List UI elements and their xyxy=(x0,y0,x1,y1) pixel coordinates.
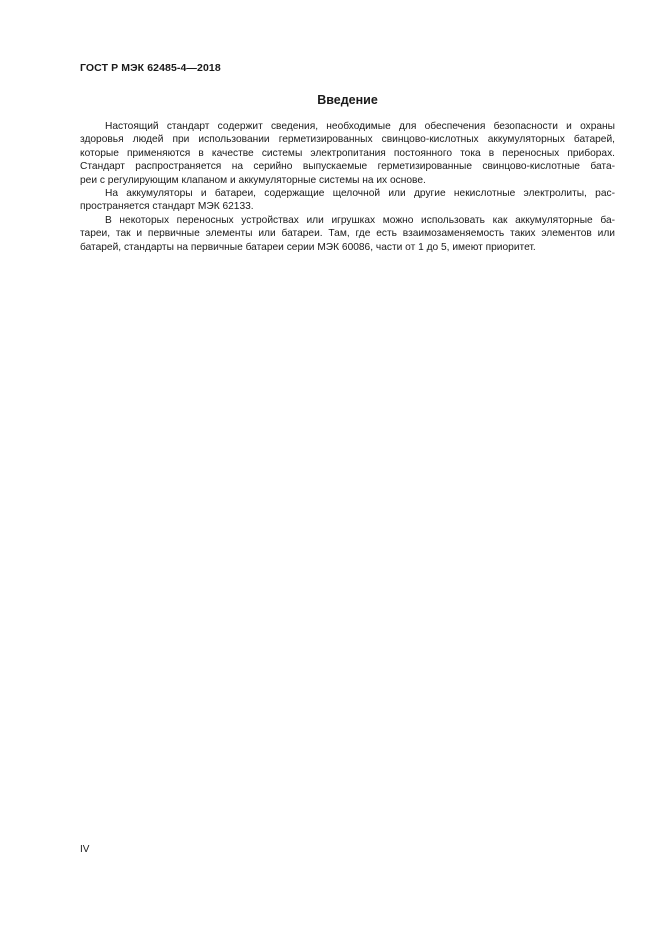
paragraph-line: тареи, так и первичные элементы или батареи. Там, где есть взаимозаменяемость таких элементов или xyxy=(80,228,615,240)
paragraph-line: батарей, стандарты на первичные батареи серии МЭК 60086, части от 1 до 5, имеют приоритет. xyxy=(80,241,536,253)
paragraph-line: Настоящий стандарт содержит сведения, необходимые для обеспечения безопасности и охраны xyxy=(105,121,615,132)
paragraph-line: На аккумуляторы и батареи, содержащие щелочной или другие некислотные электролиты, рас- xyxy=(105,187,615,199)
section-title: Введение xyxy=(317,93,378,107)
paragraph-line: В некоторых переносных устройствах или игрушках можно использовать как аккумуляторные ба- xyxy=(105,214,615,226)
paragraph-line: здоровья людей при использовании герметизированных свинцово-кислотных аккумуляторных батарей, xyxy=(80,134,615,146)
introduction-text xyxy=(80,120,615,254)
paragraph-line: реи с регулирующим клапаном и аккумуляторные системы на их основе. xyxy=(80,174,426,186)
paragraph-line: Стандарт распространяется на серийно выпускаемые герметизированные свинцово-кислотные бата- xyxy=(80,161,615,173)
page-number: IV xyxy=(80,844,90,855)
paragraph-line: которые применяются в качестве системы электропитания постоянного тока в переносных приборах. xyxy=(80,147,615,159)
paragraph-line: пространяется стандарт МЭК 62133. xyxy=(80,201,254,213)
standard-id-header: ГОСТ Р МЭК 62485-4—2018 xyxy=(80,62,221,74)
